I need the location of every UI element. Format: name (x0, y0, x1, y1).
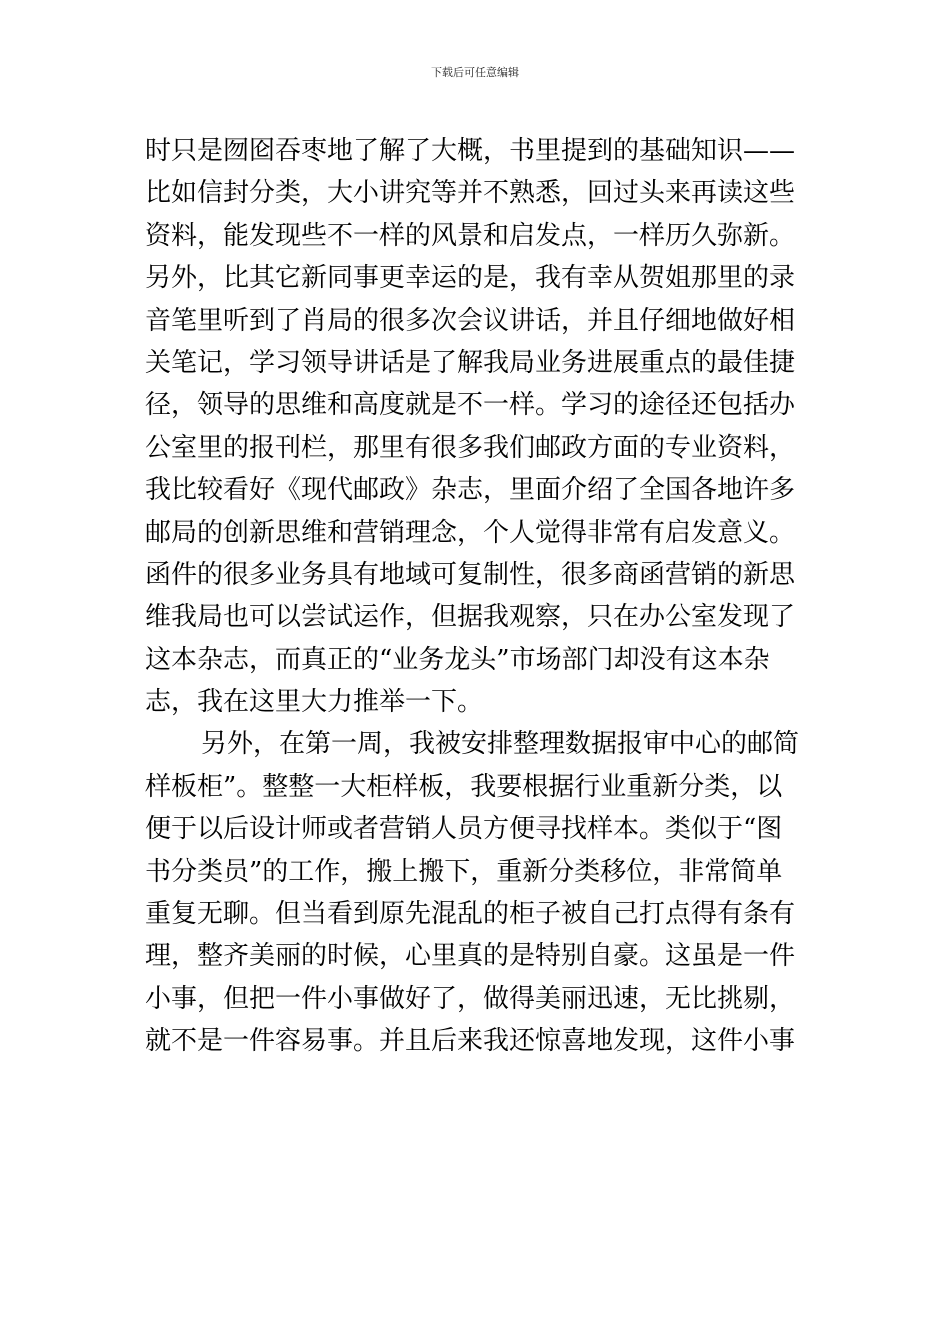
page-header: 下载后可任意编辑 (431, 66, 519, 79)
text-line: 这本杂志，而真正的“业务龙头”市场部门却没有这本杂 (145, 644, 770, 675)
text-line: 公室里的报刊栏，那里有很多我们邮政方面的专业资料， (145, 432, 796, 463)
text-line: 比如信封分类，大小讲究等并不熟悉，回过头来再读这些 (145, 178, 796, 209)
text-line: 时只是囫囵吞枣地了解了大概，书里提到的基础知识—— (145, 136, 796, 166)
document-body (145, 130, 815, 1063)
text-line: 另外，在第一周，我被安排整理数据报审中心的邮简 (201, 729, 800, 760)
text-line: 理，整齐美丽的时候，心里真的是特别自豪。这虽是一件 (145, 941, 796, 972)
text-line: 径，领导的思维和高度就是不一样。学习的途径还包括办 (145, 390, 796, 421)
text-line: 维我局也可以尝试运作，但据我观察，只在办公室发现了 (145, 602, 796, 633)
text-line: 书分类员”的工作，搬上搬下，重新分类移位，非常简单 (145, 856, 783, 887)
text-line: 函件的很多业务具有地域可复制性，很多商函营销的新思 (145, 559, 796, 590)
text-line: 小事，但把一件小事做好了，做得美丽迅速，无比挑剔， (145, 983, 796, 1014)
text-line: 音笔里听到了肖局的很多次会议讲话，并且仔细地做好相 (145, 305, 796, 336)
text-line: 就不是一件容易事。并且后来我还惊喜地发现，这件小事 (145, 1026, 796, 1057)
text-line: 另外，比其它新同事更幸运的是，我有幸从贺姐那里的录 (145, 263, 796, 294)
text-line: 我比较看好《现代邮政》杂志，里面介绍了全国各地许多 (145, 475, 796, 506)
text-line: 便于以后设计师或者营销人员方便寻找样本。类似于“图 (145, 814, 783, 845)
text-line: 样板柜”。整整一大柜样板，我要根据行业重新分类，以 (145, 771, 783, 802)
text-line: 关笔记，学习领导讲话是了解我局业务进展重点的最佳捷 (145, 347, 796, 378)
text-line: 资料，能发现些不一样的风景和启发点，一样历久弥新。 (145, 220, 796, 251)
text-line: 邮局的创新思维和营销理念，个人觉得非常有启发意义。 (145, 517, 796, 548)
text-line: 志，我在这里大力推举一下。 (145, 687, 484, 718)
paragraph-2 (145, 723, 815, 1062)
paragraph-1 (145, 130, 815, 723)
text-line: 重复无聊。但当看到原先混乱的柜子被自己打点得有条有 (145, 899, 796, 930)
